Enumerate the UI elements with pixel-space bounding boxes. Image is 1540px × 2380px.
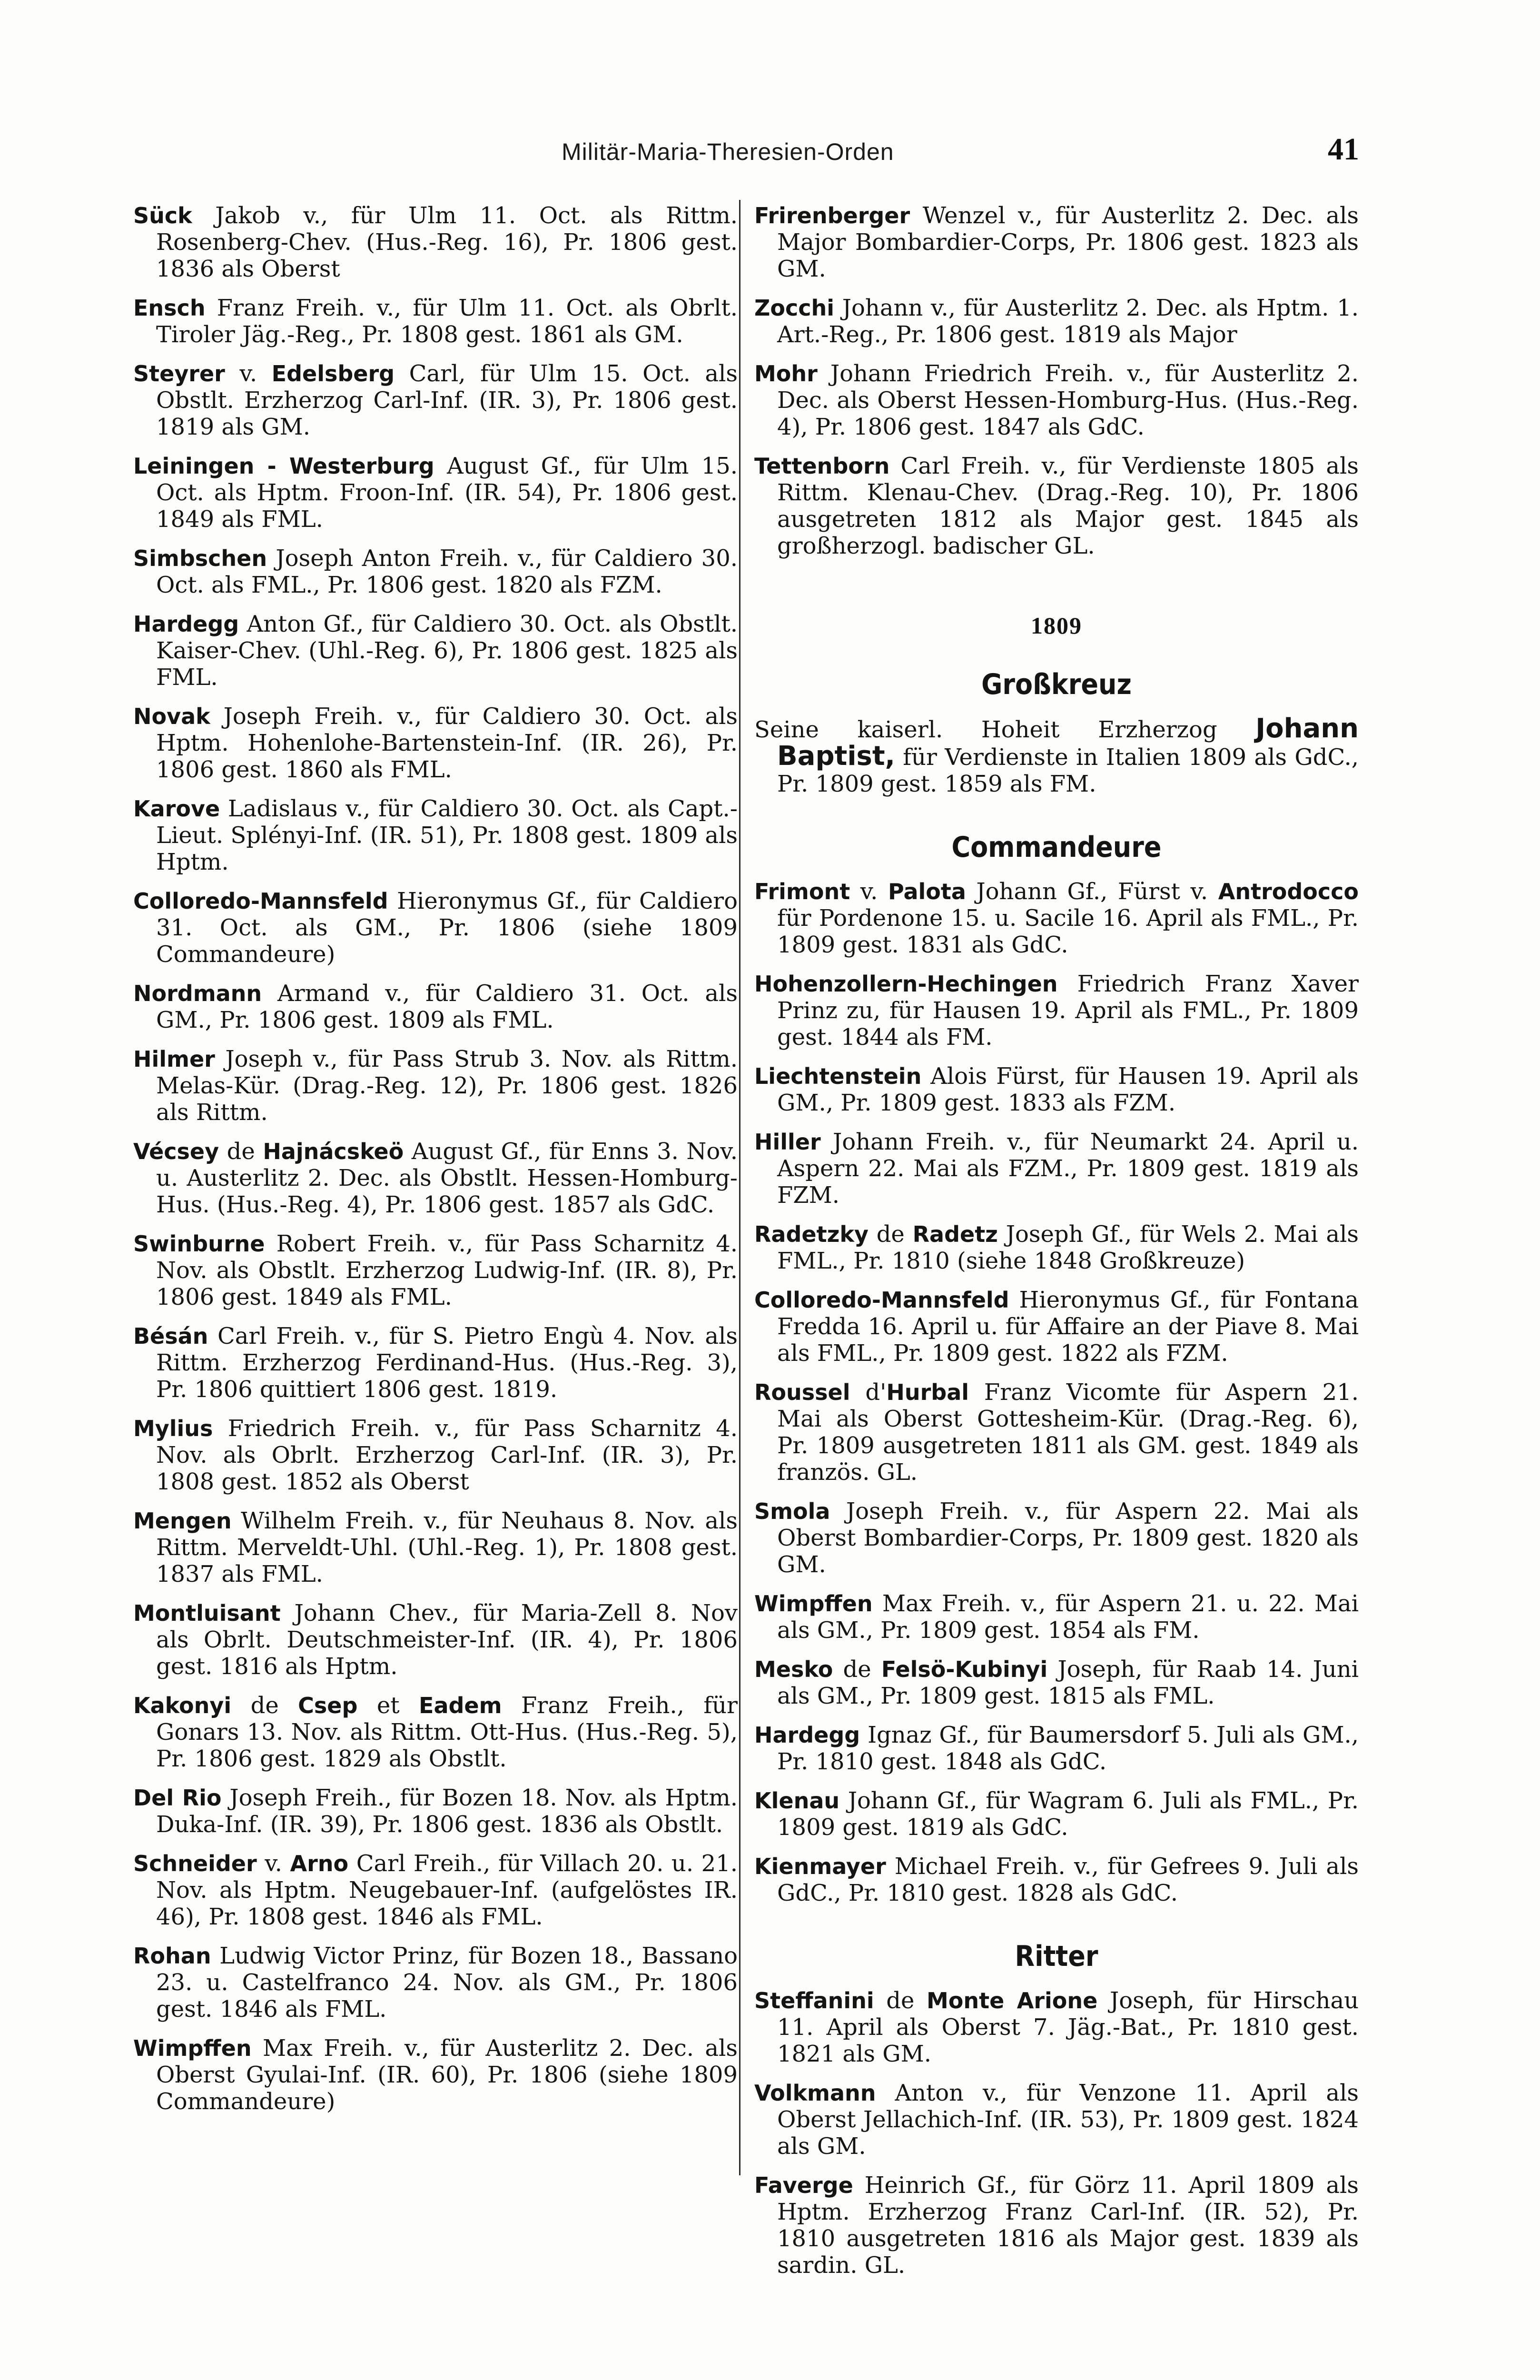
entry	[133, 980, 738, 1033]
entry	[133, 703, 738, 783]
entry	[133, 545, 738, 598]
entry	[754, 1063, 1359, 1116]
entry	[754, 1987, 1359, 2067]
entry-name: Karove	[133, 796, 220, 822]
entry-name: Leiningen - Westerburg	[133, 453, 434, 479]
column-divider	[739, 200, 740, 2175]
entry-name: Rohan	[133, 1943, 211, 1969]
entry-name: Novak	[133, 704, 210, 729]
entry	[754, 453, 1359, 559]
entry	[754, 1853, 1359, 1906]
entry-name: Hiller	[754, 1129, 821, 1155]
entry-text: Hieronymus Gf., für Caldiero 31. Oct. als GM., Pr. 1806 (siehe 1809 Commandeure)	[156, 888, 738, 968]
entry	[754, 1590, 1359, 1644]
entry-text: Joseph, für Hirschau 11. April als Oberst 7. Jäg.-Bat., Pr. 1810 gest. 1821 als GM.	[777, 1987, 1359, 2067]
entry-name: Monte Arione	[927, 1988, 1098, 2013]
entry-name: Roussel	[754, 1379, 850, 1405]
entry	[754, 1287, 1359, 1367]
section-heading-ritter: Ritter	[1015, 1940, 1098, 1973]
entry	[133, 1600, 738, 1680]
entry	[133, 1850, 738, 1930]
entry-name: Mengen	[133, 1508, 232, 1534]
entry-text: Armand v., für Caldiero 31. Oct. als GM., Pr. 1806 gest. 1809 als FML.	[156, 980, 738, 1033]
entry	[133, 888, 738, 968]
entry	[754, 878, 1359, 958]
entry	[754, 1379, 1359, 1486]
left-column	[133, 202, 738, 2127]
entry-text: Joseph, für Raab 14. Juni als GM., Pr. 1809 gest. 1815 als FML.	[777, 1656, 1359, 1709]
entry-name: Hurbal	[886, 1379, 969, 1405]
entry-text: d'	[850, 1379, 887, 1406]
entry-name: Wimpffen	[754, 1591, 873, 1616]
entry-text: v.	[225, 360, 272, 387]
entry-name: Felsö-Kubinyi	[881, 1656, 1048, 1682]
entry-name: Smola	[754, 1498, 830, 1524]
entry	[133, 1785, 738, 1838]
entry-text: August Gf., für Enns 3. Nov. u. Austerlitz 2. Dec. als Obstlt. Hessen-Homburg-Hus. (Hus.-Reg. 4), Pr. 1806 gest. 1857 als GdC.	[156, 1138, 738, 1218]
entry	[133, 1138, 738, 1218]
entry-name: Colloredo-Mannsfeld	[754, 1287, 1009, 1313]
entry-name: Hilmer	[133, 1046, 215, 1072]
entry-name: Wimpffen	[133, 2035, 252, 2061]
entry	[754, 2080, 1359, 2160]
entry-text: Heinrich Gf., für Görz 11. April 1809 als Hptm. Erzherzog Franz Carl-Inf. (IR. 52), Pr. 1810 ausgetreten 1816 als Major gest. 1839 als sardin. GL.	[777, 2172, 1359, 2279]
entry-name: Arno	[290, 1851, 349, 1876]
entry-name: Edelsberg	[271, 361, 395, 387]
entry-name: Frirenberger	[754, 203, 910, 228]
entry-name: Mesko	[754, 1656, 833, 1682]
entry	[754, 1656, 1359, 1709]
entry-name: Kakonyi	[133, 1693, 232, 1718]
entry-text: Wenzel v., für Austerlitz 2. Dec. als Major Bombardier-Corps, Pr. 1806 gest. 1823 als GM.	[777, 202, 1359, 282]
entry-text: Johann Gf., Fürst v.	[966, 878, 1218, 905]
entry-name: Eadem	[419, 1693, 502, 1718]
entry-text: Max Freih. v., für Austerlitz 2. Dec. als Oberst Gyulai-Inf. (IR. 60), Pr. 1806 (siehe 1809 Commandeure)	[156, 2035, 738, 2115]
entry-text: Anton v., für Venzone 11. April als Oberst Jellachich-Inf. (IR. 53), Pr. 1809 gest. 1824 als GM.	[777, 2080, 1359, 2160]
page-number: 41	[1328, 132, 1359, 167]
entry-name: Faverge	[754, 2172, 853, 2198]
entry	[754, 1498, 1359, 1578]
entry-name: Montluisant	[133, 1600, 281, 1626]
entry	[133, 202, 738, 282]
entry-text: Max Freih. v., für Aspern 21. u. 22. Mai als GM., Pr. 1809 gest. 1854 als FM.	[777, 1590, 1359, 1644]
entry	[133, 1692, 738, 1772]
entry-name: Sück	[133, 203, 192, 228]
entry-name: Zocchi	[754, 295, 835, 321]
entry-text: Johann Friedrich Freih. v., für Austerlitz 2. Dec. als Oberst Hessen-Homburg-Hus. (Hus.-Reg. 4), Pr. 1806 gest. 1847 als GdC.	[777, 360, 1359, 440]
entry-name: Kienmayer	[754, 1854, 886, 1879]
entry-text: Carl, für Ulm 15. Oct. als Obstlt. Erzherzog Carl-Inf. (IR. 3), Pr. 1806 gest. 1819 als GM.	[156, 360, 738, 440]
entry-text: Franz Freih. v., für Ulm 11. Oct. als Obrlt. Tiroler Jäg.-Reg., Pr. 1808 gest. 1861 als GM.	[156, 295, 738, 348]
entry-name: Hohenzollern-Hechingen	[754, 971, 1058, 997]
entry	[133, 1943, 738, 2023]
entry-name: Volkmann	[754, 2080, 876, 2106]
entry-name: Hajnácskeö	[263, 1139, 404, 1164]
entry-name: Tettenborn	[754, 453, 890, 479]
grosskreuz-entry	[754, 715, 1359, 797]
entry-text: Johann Gf., für Wagram 6. Juli als FML., Pr. 1809 gest. 1819 als GdC.	[777, 1787, 1359, 1841]
section-heading-grosskreuz: Großkreuz	[981, 668, 1132, 701]
entry-text: Michael Freih. v., für Gefrees 9. Juli als GdC., Pr. 1810 gest. 1828 als GdC.	[777, 1853, 1359, 1906]
entry-name: Palota	[888, 879, 966, 904]
entry	[133, 295, 738, 348]
running-header: Militär-Maria-Theresien-Orden	[562, 139, 894, 165]
entry-text: August Gf., für Ulm 15. Oct. als Hptm. Froon-Inf. (IR. 54), Pr. 1806 gest. 1849 als FML.	[156, 453, 738, 533]
entry	[133, 1046, 738, 1126]
entry-name: Hardegg	[133, 611, 239, 637]
entry	[754, 360, 1359, 440]
entry	[133, 795, 738, 875]
entry-name: Schneider	[133, 1851, 257, 1876]
entry-name: Radetzky	[754, 1221, 869, 1247]
entry	[133, 1415, 738, 1495]
entry-name: Antrodocco	[1218, 879, 1359, 904]
entry	[133, 2035, 738, 2115]
entry	[754, 971, 1359, 1051]
entry	[133, 1507, 738, 1587]
entry-text: Joseph Anton Freih. v., für Caldiero 30. Oct. als FML., Pr. 1806 gest. 1820 als FZM.	[156, 545, 738, 598]
entry-text: Joseph Gf., für Wels 2. Mai als FML., Pr. 1810 (siehe 1848 Großkreuze)	[777, 1221, 1359, 1274]
entry-text: Ladislaus v., für Caldiero 30. Oct. als Capt.-Lieut. Splényi-Inf. (IR. 51), Pr. 1808 gest. 1809 als Hptm.	[156, 795, 738, 875]
entry-text: Franz Freih., für Gonars 13. Nov. als Rittm. Ott-Hus. (Hus.-Reg. 5), Pr. 1806 gest. 1829 als Obstlt.	[156, 1692, 738, 1772]
entry-text: Anton Gf., für Caldiero 30. Oct. als Obstlt. Kaiser-Chev. (Uhl.-Reg. 6), Pr. 1806 gest. 1825 als FML.	[156, 611, 738, 691]
entry-text: Joseph Freih. v., für Aspern 22. Mai als Oberst Bombardier-Corps, Pr. 1809 gest. 1820 als GM.	[777, 1498, 1359, 1578]
entry-text: für Pordenone 15. u. Sacile 16. April als FML., Pr. 1809 gest. 1831 als GdC.	[777, 905, 1359, 958]
entry-name: Mylius	[133, 1416, 213, 1441]
entry-name: Steyrer	[133, 361, 225, 387]
entry-name: Simbschen	[133, 545, 267, 571]
year-heading: 1809	[1031, 612, 1082, 639]
entry-text: Robert Freih. v., für Pass Scharnitz 4. Nov. als Obstlt. Erzherzog Ludwig-Inf. (IR. 8), Pr. 1806 gest. 1849 als FML.	[156, 1230, 738, 1310]
entry-text: v.	[257, 1850, 290, 1877]
entry-text: Jakob v., für Ulm 11. Oct. als Rittm. Rosenberg-Chev. (Hus.-Reg. 16), Pr. 1806 gest. 1836 als Oberst	[156, 202, 738, 282]
entry-text: de	[874, 1987, 927, 2014]
entry-name: Steffanini	[754, 1988, 874, 2013]
entry	[754, 1129, 1359, 1209]
entry-name: Colloredo-Mannsfeld	[133, 888, 388, 914]
entry	[133, 611, 738, 691]
entry-text: Johann v., für Austerlitz 2. Dec. als Hptm. 1. Art.-Reg., Pr. 1806 gest. 1819 als Major	[777, 295, 1359, 348]
entry-text: Wilhelm Freih. v., für Neuhaus 8. Nov. als Rittm. Merveldt-Uhl. (Uhl.-Reg. 1), Pr. 1808 gest. 1837 als FML.	[156, 1507, 738, 1587]
entry-text: Friedrich Freih. v., für Pass Scharnitz 4. Nov. als Obrlt. Erzherzog Carl-Inf. (IR. 3), Pr. 1808 gest. 1852 als Oberst	[156, 1415, 738, 1495]
entry	[133, 1230, 738, 1310]
section-heading-commandeure: Commandeure	[951, 831, 1162, 864]
entry-name: Liechtenstein	[754, 1063, 922, 1089]
entry-name: Klenau	[754, 1788, 840, 1814]
entry-text: v.	[850, 878, 888, 905]
entry-text: Joseph Freih. v., für Caldiero 30. Oct. als Hptm. Hohenlohe-Bartenstein-Inf. (IR. 26), Pr. 1806 gest. 1860 als FML.	[156, 703, 738, 783]
entry	[133, 360, 738, 440]
entry-name: Frimont	[754, 879, 850, 904]
entry	[133, 453, 738, 533]
entry-text: de	[833, 1656, 881, 1683]
entry-name: Radetz	[912, 1221, 998, 1247]
entry	[754, 202, 1359, 282]
entry-text: für Verdienste in Italien 1809 als GdC., Pr. 1809 gest. 1859 als FM.	[777, 744, 1359, 797]
entry-text: et	[357, 1692, 419, 1719]
entry-text: Joseph Freih., für Bozen 18. Nov. als Hptm. Duka-Inf. (IR. 39), Pr. 1806 gest. 1836 als Obstlt.	[156, 1785, 738, 1838]
entry	[754, 1722, 1359, 1775]
entry-text: Carl Freih., für Villach 20. u. 21. Nov. als Hptm. Neugebauer-Inf. (aufgelöstes IR. 46), Pr. 1808 gest. 1846 als FML.	[156, 1850, 738, 1930]
entry-prefix: Seine kaiserl. Hoheit Erzherzog	[754, 716, 1256, 743]
entry-name: Bésán	[133, 1323, 208, 1349]
entry-name: Del Rio	[133, 1785, 222, 1811]
entry-text: Alois Fürst, für Hausen 19. April als GM., Pr. 1809 gest. 1833 als FZM.	[777, 1063, 1359, 1116]
entry	[133, 1323, 738, 1403]
entry-name: Hardegg	[754, 1722, 860, 1748]
entry-name: Mohr	[754, 361, 818, 387]
entry	[754, 2172, 1359, 2279]
entry-name: Johann Baptist,	[777, 713, 1359, 772]
entry-name: Vécsey	[133, 1139, 219, 1164]
entry	[754, 295, 1359, 348]
entry-text: Johann Freih. v., für Neumarkt 24. April u. Aspern 22. Mai als FZM., Pr. 1809 gest. 1819 als FZM.	[777, 1129, 1359, 1209]
entry-name: Nordmann	[133, 981, 262, 1006]
entry-text: Carl Freih. v., für S. Pietro Engù 4. Nov. als Rittm. Erzherzog Ferdinand-Hus. (Hus.-Reg. 3), Pr. 1806 quittiert 1806 gest. 1819.	[156, 1323, 738, 1403]
entry-text: Friedrich Franz Xaver Prinz zu, für Hausen 19. April als FML., Pr. 1809 gest. 1844 als FM.	[777, 971, 1359, 1051]
entry-text: Franz Vicomte für Aspern 21. Mai als Oberst Gottesheim-Kür. (Drag.-Reg. 6), Pr. 1809 ausgetreten 1811 als GM. gest. 1849 als französ. GL.	[777, 1379, 1359, 1486]
entry-name: Ensch	[133, 295, 206, 321]
entry	[754, 1221, 1359, 1274]
entry-text: Johann Chev., für Maria-Zell 8. Nov als Obrlt. Deutschmeister-Inf. (IR. 4), Pr. 1806 gest. 1816 als Hptm.	[156, 1600, 738, 1680]
entry-text: Hieronymus Gf., für Fontana Fredda 16. April u. für Affaire an der Piave 8. Mai als FML., Pr. 1809 gest. 1822 als FZM.	[777, 1287, 1359, 1367]
right-column	[754, 202, 1359, 2291]
entry-name: Csep	[298, 1693, 358, 1718]
entry-text: de	[231, 1692, 298, 1719]
entry-text: Ludwig Victor Prinz, für Bozen 18., Bassano 23. u. Castelfranco 24. Nov. als GM., Pr. 1806 gest. 1846 als FML.	[156, 1943, 738, 2023]
entry-text: de	[868, 1221, 913, 1248]
entry	[754, 1787, 1359, 1841]
entry-text: Carl Freih. v., für Verdienste 1805 als Rittm. Klenau-Chev. (Drag.-Reg. 10), Pr. 1806 ausgetreten 1812 als Major gest. 1845 als großherzogl. badischer GL.	[777, 453, 1359, 559]
entry-text: Joseph v., für Pass Strub 3. Nov. als Rittm. Melas-Kür. (Drag.-Reg. 12), Pr. 1806 gest. 1826 als Rittm.	[156, 1046, 738, 1126]
entry-text: Ignaz Gf., für Baumersdorf 5. Juli als GM., Pr. 1810 gest. 1848 als GdC.	[777, 1722, 1359, 1775]
entry-name: Swinburne	[133, 1231, 265, 1257]
entry-text: de	[219, 1138, 263, 1165]
